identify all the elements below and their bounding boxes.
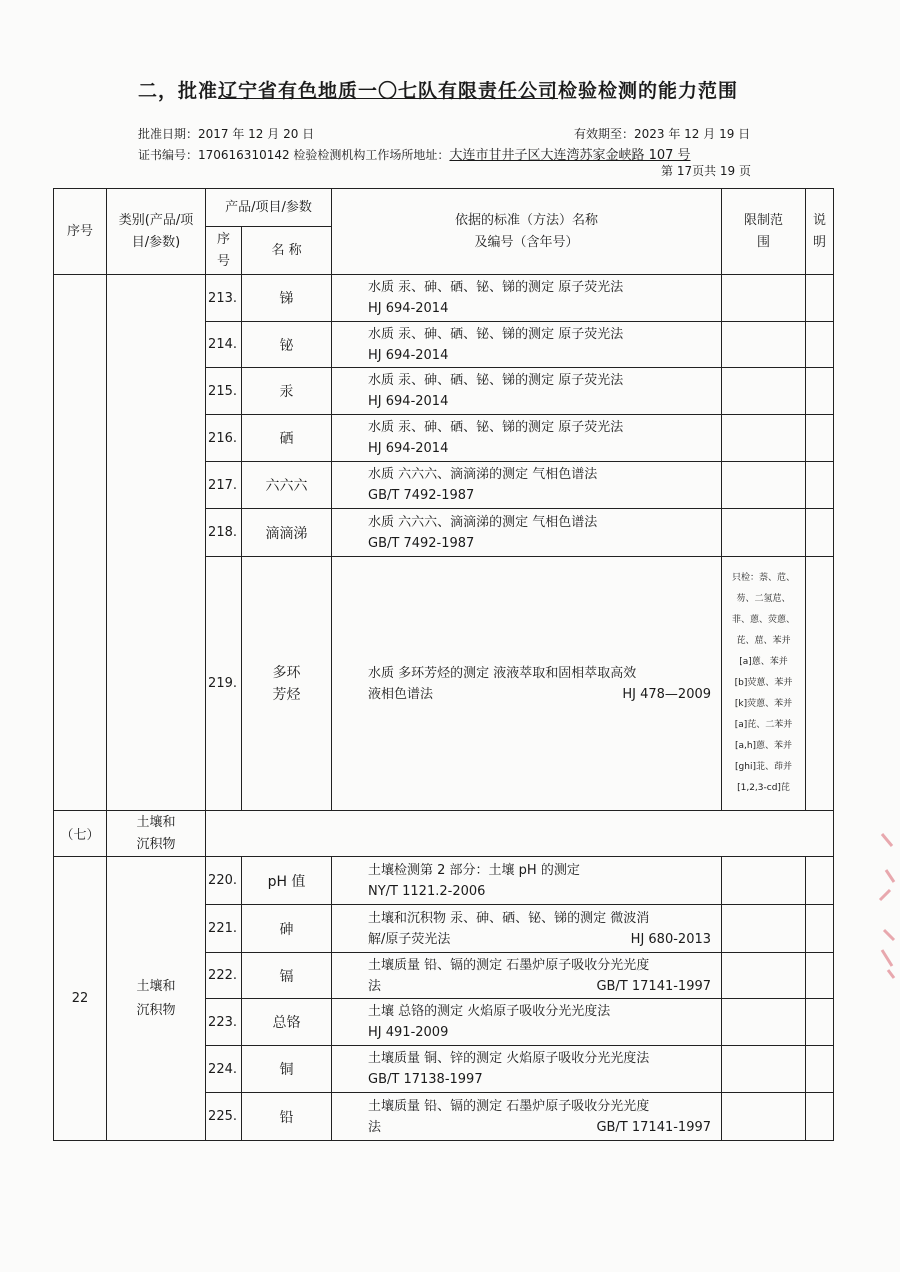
row-limit xyxy=(722,275,806,322)
page-info: 第 17页共 19 页 xyxy=(661,164,751,178)
row-limit xyxy=(722,557,806,811)
group-category-line2: 沉积物 xyxy=(136,1002,176,1018)
row-name: 铜 xyxy=(242,1046,332,1093)
standard-text: 水质 汞、砷、硒、铋、锑的测定 原子荧光法 xyxy=(368,420,624,435)
standard-line2 xyxy=(368,1117,711,1138)
standard-line2 xyxy=(368,976,711,997)
header-name: 名 称 xyxy=(242,227,332,275)
limit-line: [a]蒽、苯并 xyxy=(739,657,788,667)
section-name-line1: 土壤和 xyxy=(136,814,176,830)
row-limit xyxy=(722,857,806,905)
row-no: 218. xyxy=(206,509,242,557)
group-no: 22 xyxy=(54,857,107,1141)
section-no: （七） xyxy=(54,811,107,857)
row-name: 锑 xyxy=(242,275,332,322)
row-name: 镉 xyxy=(242,953,332,999)
row-no: 219. xyxy=(206,557,242,811)
section-blank xyxy=(206,811,834,857)
stamp-mark xyxy=(878,830,896,980)
row-note xyxy=(806,857,834,905)
standard-code: HJ 680-2013 xyxy=(630,931,712,947)
row-standard xyxy=(332,557,722,811)
row-limit xyxy=(722,905,806,953)
row-name-line2: 芳烃 xyxy=(272,686,301,703)
limit-line: 菲、蒽、荧蒽、 xyxy=(732,615,796,625)
standard-text-line2: 法 xyxy=(368,978,382,994)
standard-text-line1: 土壤质量 铜、锌的测定 火焰原子吸收分光光度法 xyxy=(368,1051,650,1066)
title-org: 辽宁省有色地质一〇七队有限责任公司 xyxy=(218,80,559,102)
row-note xyxy=(806,557,834,811)
standard-code: HJ 694-2014 xyxy=(368,347,449,363)
standard-text: 水质 六六六、滴滴涕的测定 气相色谱法 xyxy=(368,467,598,482)
standard-text-line1: 水质 多环芳烃的测定 液液萃取和固相萃取高效 xyxy=(368,665,637,681)
title-suffix: 检验检测的能力范围 xyxy=(558,80,739,102)
row-limit xyxy=(722,322,806,368)
row-standard xyxy=(332,953,722,999)
group-category-line1: 土壤和 xyxy=(136,978,176,994)
header-limit: 限制范围 xyxy=(722,189,806,275)
group-no-empty xyxy=(54,275,107,811)
row-name: 铅 xyxy=(242,1093,332,1141)
row-no: 216. xyxy=(206,415,242,462)
standard-text-line2: NY/T 1121.2-2006 xyxy=(368,883,486,899)
standard-text-line2: 液相色谱法 xyxy=(368,686,434,702)
standard-code: GB/T 7492-1987 xyxy=(368,535,475,551)
cert-label: 证书编号：170616310142 检验检测机构工作场所地址： xyxy=(138,148,450,162)
standard-line2 xyxy=(368,929,711,950)
row-note xyxy=(806,999,834,1046)
standard-text-line2: HJ 491-2009 xyxy=(368,1025,449,1040)
row-limit xyxy=(722,415,806,462)
row-note xyxy=(806,953,834,999)
row-no: 222. xyxy=(206,953,242,999)
standard-text-line1: 土壤质量 铅、镉的测定 石墨炉原子吸收分光光度 xyxy=(368,957,650,973)
standard-code: HJ 694-2014 xyxy=(368,441,449,456)
address: 大连市甘井子区大连湾苏家金峡路 107 号 xyxy=(449,148,691,163)
standard-code: GB/T 17141-1997 xyxy=(596,1119,712,1135)
row-name xyxy=(242,557,332,811)
standard-line2 xyxy=(368,684,711,705)
row-standard xyxy=(332,1046,722,1093)
header-category: 类别(产品/项目/参数) xyxy=(107,189,206,275)
row-no: 217. xyxy=(206,462,242,509)
row-standard xyxy=(332,462,722,509)
group-category xyxy=(107,857,206,1141)
header-standard-line1: 依据的标准（方法）名称 xyxy=(455,212,599,228)
row-standard xyxy=(332,857,722,905)
row-limit xyxy=(722,1093,806,1141)
row-no: 215. xyxy=(206,368,242,415)
row-no: 223. xyxy=(206,999,242,1046)
row-note xyxy=(806,462,834,509)
approval-date: 批准日期：2017 年 12 月 20 日 xyxy=(138,127,315,141)
table-row xyxy=(54,857,834,905)
row-no: 221. xyxy=(206,905,242,953)
row-standard xyxy=(332,905,722,953)
row-standard xyxy=(332,509,722,557)
limit-line: [b]荧蒽、苯并 xyxy=(734,678,793,688)
standard-text: 水质 汞、砷、硒、铋、锑的测定 原子荧光法 xyxy=(368,326,624,342)
row-name: 总铬 xyxy=(242,999,332,1046)
row-note xyxy=(806,322,834,368)
header-no: 序号 xyxy=(54,189,107,275)
limit-line: [ghi]苝、茚并 xyxy=(735,762,792,772)
row-no: 214. xyxy=(206,322,242,368)
row-name: 硒 xyxy=(242,415,332,462)
stamp-strokes xyxy=(880,834,894,978)
section-name-line2: 沉积物 xyxy=(136,836,176,852)
header-product: 产品/项目/参数 xyxy=(206,189,332,227)
row-limit xyxy=(722,368,806,415)
row-note xyxy=(806,415,834,462)
row-standard xyxy=(332,999,722,1046)
limit-line: 只检：萘、苊、 xyxy=(732,573,796,583)
limit-line: 芴、二氢苊、 xyxy=(736,594,791,604)
row-limit xyxy=(722,953,806,999)
row-standard xyxy=(332,368,722,415)
header-note: 说明 xyxy=(806,189,834,275)
row-name: 铋 xyxy=(242,322,332,368)
standard-text-line2: 解/原子荧光法 xyxy=(368,931,451,947)
standard-text: 水质 汞、砷、硒、铋、锑的测定 原子荧光法 xyxy=(368,280,624,295)
certificate-line xyxy=(138,144,691,163)
valid-until: 有效期至：2023 年 12 月 19 日 xyxy=(574,127,751,141)
row-standard xyxy=(332,275,722,322)
standard-text-line1: 土壤质量 铅、镉的测定 石墨炉原子吸收分光光度 xyxy=(368,1098,650,1114)
row-name: pH 值 xyxy=(242,857,332,905)
standard-code: GB/T 7492-1987 xyxy=(368,488,475,503)
limit-line: [a,h]蒽、苯并 xyxy=(734,741,793,751)
standard-code: HJ 694-2014 xyxy=(368,301,449,316)
capability-table xyxy=(53,188,834,1141)
header-standard-line2: 及编号（含年号） xyxy=(474,234,579,250)
row-limit xyxy=(722,1046,806,1093)
standard-text-line2: GB/T 17138-1997 xyxy=(368,1072,483,1087)
row-standard xyxy=(332,415,722,462)
row-note xyxy=(806,368,834,415)
row-standard xyxy=(332,1093,722,1141)
standard-code: HJ 478—2009 xyxy=(622,686,712,702)
row-no: 225. xyxy=(206,1093,242,1141)
header-standard xyxy=(332,189,722,275)
page-title xyxy=(138,76,738,103)
row-note xyxy=(806,1093,834,1141)
row-limit xyxy=(722,462,806,509)
row-limit xyxy=(722,999,806,1046)
limit-line: [1,2,3-cd]芘 xyxy=(737,783,790,793)
section-name xyxy=(107,811,206,857)
row-note xyxy=(806,509,834,557)
header-sub-no: 序号 xyxy=(206,227,242,275)
limit-line: [k]荧蒽、苯并 xyxy=(734,699,793,709)
row-name-line1: 多环 xyxy=(272,664,301,681)
row-no: 213. xyxy=(206,275,242,322)
standard-text: 水质 六六六、滴滴涕的测定 气相色谱法 xyxy=(368,514,598,530)
row-name: 汞 xyxy=(242,368,332,415)
standard-text-line1: 土壤检测第 2 部分：土壤 pH 的测定 xyxy=(368,862,580,878)
row-note xyxy=(806,905,834,953)
row-name: 六六六 xyxy=(242,462,332,509)
row-name: 砷 xyxy=(242,905,332,953)
section-row xyxy=(54,811,834,857)
row-no: 224. xyxy=(206,1046,242,1093)
standard-text-line1: 土壤和沉积物 汞、砷、硒、铋、锑的测定 微波消 xyxy=(368,910,650,926)
limit-line: 芘、䓛、苯并 xyxy=(736,636,791,646)
standard-text-line2: 法 xyxy=(368,1119,382,1135)
row-note xyxy=(806,275,834,322)
standard-text: 水质 汞、砷、硒、铋、锑的测定 原子荧光法 xyxy=(368,373,624,388)
standard-text-line1: 土壤 总铬的测定 火焰原子吸收分光光度法 xyxy=(368,1004,611,1019)
standard-code: GB/T 17141-1997 xyxy=(596,978,712,994)
group-category-empty xyxy=(107,275,206,811)
standard-code: HJ 694-2014 xyxy=(368,394,449,409)
row-note xyxy=(806,1046,834,1093)
row-no: 220. xyxy=(206,857,242,905)
row-standard xyxy=(332,322,722,368)
row-limit xyxy=(722,509,806,557)
table-row xyxy=(54,275,834,322)
limit-line: [a]芘、二苯并 xyxy=(734,720,793,730)
row-name: 滴滴涕 xyxy=(242,509,332,557)
title-prefix: 二，批准 xyxy=(138,80,219,102)
